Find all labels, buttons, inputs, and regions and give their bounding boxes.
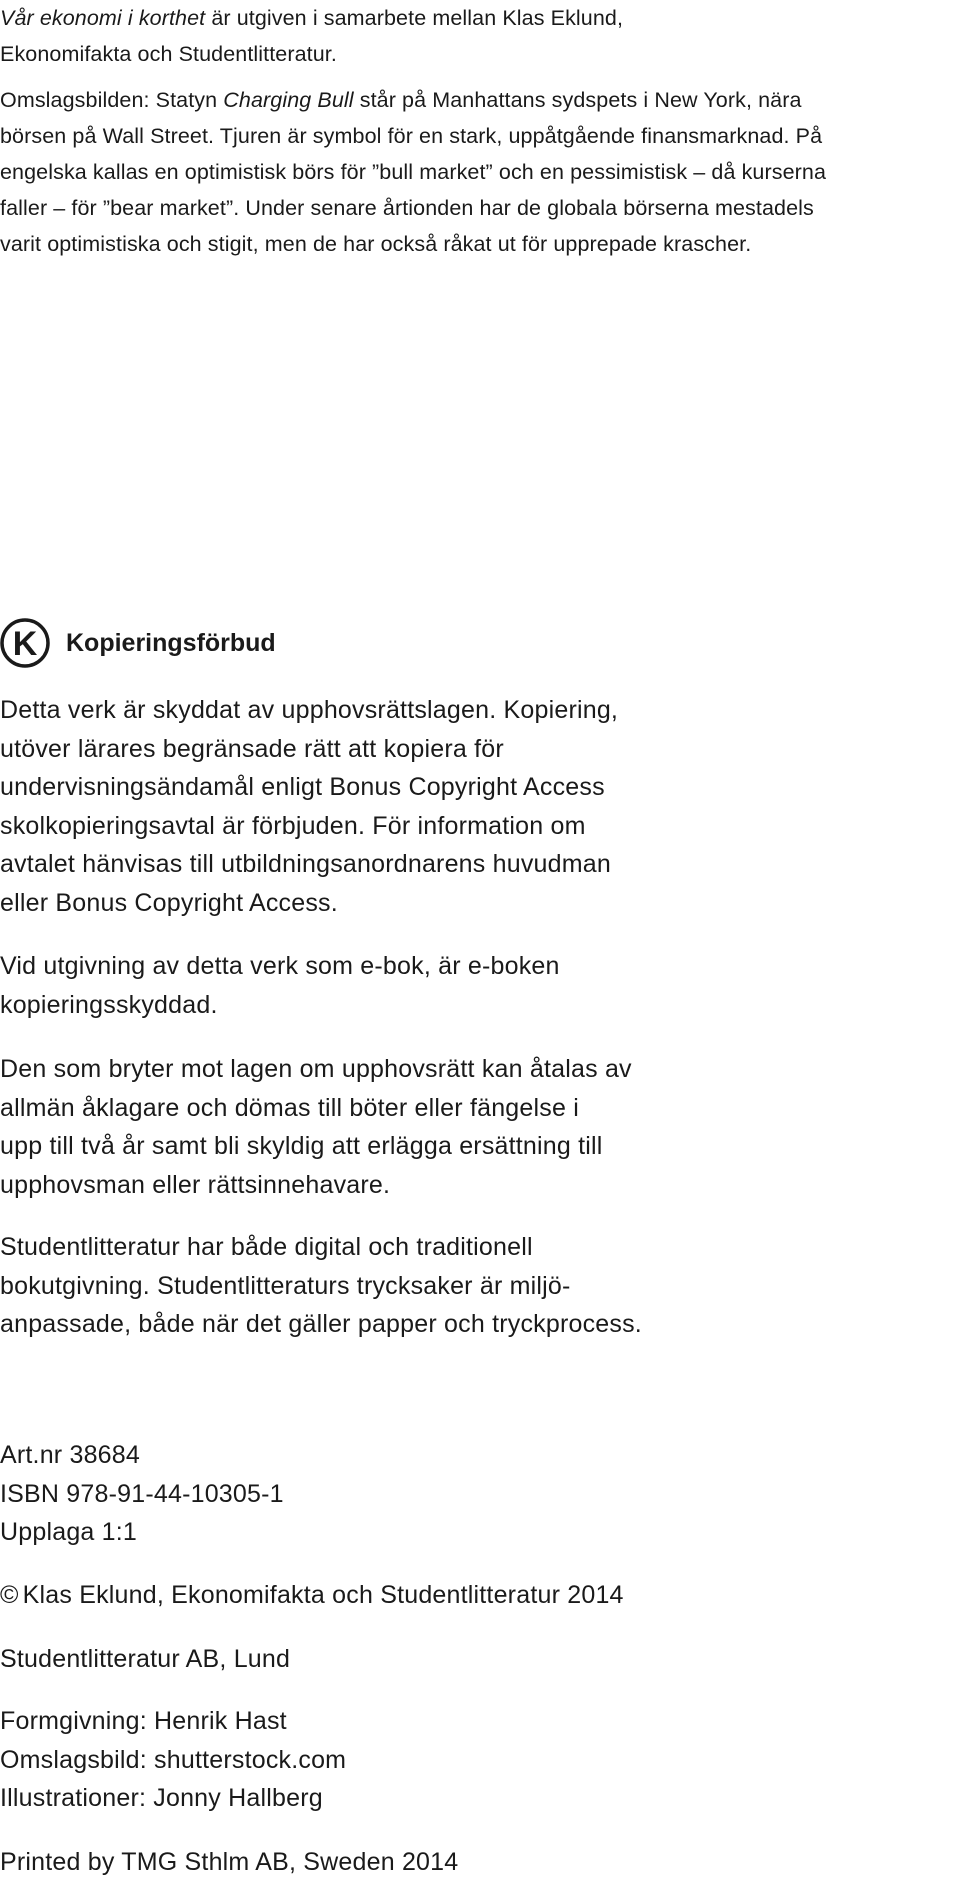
cover-note-suffix: står på Manhattans sydspets i New York, nära	[353, 88, 802, 112]
illustrations-credit: Illustrationer: Jonny Hallberg	[0, 1784, 323, 1813]
intro-line-2: Ekonomifakta och Studentlitteratur.	[0, 42, 337, 66]
ebook-protection-paragraph	[0, 947, 960, 1024]
kopieringsforbud-k-icon	[0, 618, 50, 668]
credits-block	[0, 1702, 960, 1818]
edition: Upplaga 1:1	[0, 1518, 138, 1547]
printer-line	[0, 1843, 960, 1882]
cover-note-line-1	[0, 82, 960, 118]
text-line: undervisningsändamål enligt Bonus Copyright Access	[0, 773, 605, 802]
article-number: Art.nr 38684	[0, 1441, 140, 1469]
text-line: avtalet hänvisas till utbildningsanordnarens huvudman	[0, 850, 611, 879]
statue-name: Charging Bull	[223, 88, 354, 112]
article-info	[0, 1436, 960, 1552]
design-credit: Formgivning: Henrik Hast	[0, 1707, 287, 1735]
intro-line-1-rest: är utgiven i samarbete mellan Klas Eklund,	[205, 6, 624, 30]
copyright-line	[0, 1576, 960, 1615]
book-title: Vår ekonomi i korthet	[0, 6, 206, 30]
text-line: kopieringsskyddad.	[0, 990, 218, 1019]
text-line: skolkopieringsavtal är förbjuden. För information om	[0, 811, 586, 840]
text-line: upphovsman eller rättsinnehavare.	[0, 1170, 391, 1199]
printed-by: Printed by TMG Sthlm AB, Sweden 2014	[0, 1848, 459, 1876]
copyright-symbol: ©	[0, 1581, 19, 1609]
text-line: Detta verk är skyddat av upphovsrättslagen. Kopiering,	[0, 696, 619, 724]
isbn: ISBN 978-91-44-10305-1	[0, 1479, 284, 1508]
cover-note-block	[0, 82, 960, 262]
copyright-protection-paragraph	[0, 691, 960, 923]
cover-image-credit: Omslagsbild: shutterstock.com	[0, 1745, 347, 1774]
text-line: allmän åklagare och dömas till böter eller fängelse i	[0, 1093, 579, 1122]
intro-line-1	[0, 0, 960, 36]
text-line: upp till två år samt bli skyldig att erlägga ersättning till	[0, 1132, 603, 1161]
text-line: Den som bryter mot lagen om upphovsrätt kan åtalas av	[0, 1055, 632, 1083]
copy-ban-heading-row	[0, 617, 276, 669]
text-line: bokutgivning. Studentlitteraturs trycksaker är miljö-	[0, 1271, 571, 1300]
text-line: utöver lärares begränsade rätt att kopiera för	[0, 734, 504, 763]
cover-note-prefix: Omslagsbilden: Statyn	[0, 88, 224, 112]
copyright-notice	[0, 1576, 960, 1615]
cover-note-line-5: varit optimistiska och stigit, men de har också råkat ut för upprepade krascher.	[0, 232, 752, 256]
svg-text:K: K	[12, 625, 38, 663]
intro-block	[0, 0, 960, 72]
text-line: eller Bonus Copyright Access.	[0, 888, 338, 917]
text-line: Studentlitteratur har både digital och traditionell	[0, 1233, 533, 1261]
cover-note-line-4: faller – för ”bear market”. Under senare årtionden har de globala börserna mestadels	[0, 196, 814, 220]
law-penalty-paragraph	[0, 1050, 960, 1204]
environment-paragraph	[0, 1228, 960, 1344]
cover-note-line-2: börsen på Wall Street. Tjuren är symbol för en stark, uppåtgående finansmarknad. På	[0, 124, 823, 148]
cover-note-line-3: engelska kallas en optimistisk börs för ”bull market” och en pessimistisk – då kurserna	[0, 160, 827, 184]
text-line: Vid utgivning av detta verk som e-bok, är e-boken	[0, 952, 560, 980]
text-line: anpassade, både när det gäller papper och tryckprocess.	[0, 1310, 642, 1339]
publisher: Studentlitteratur AB, Lund	[0, 1645, 291, 1673]
copyright-holders: Klas Eklund, Ekonomifakta och Studentlitteratur 2014	[22, 1581, 624, 1609]
publisher-line	[0, 1640, 960, 1679]
copy-ban-heading: Kopieringsförbud	[66, 629, 276, 657]
